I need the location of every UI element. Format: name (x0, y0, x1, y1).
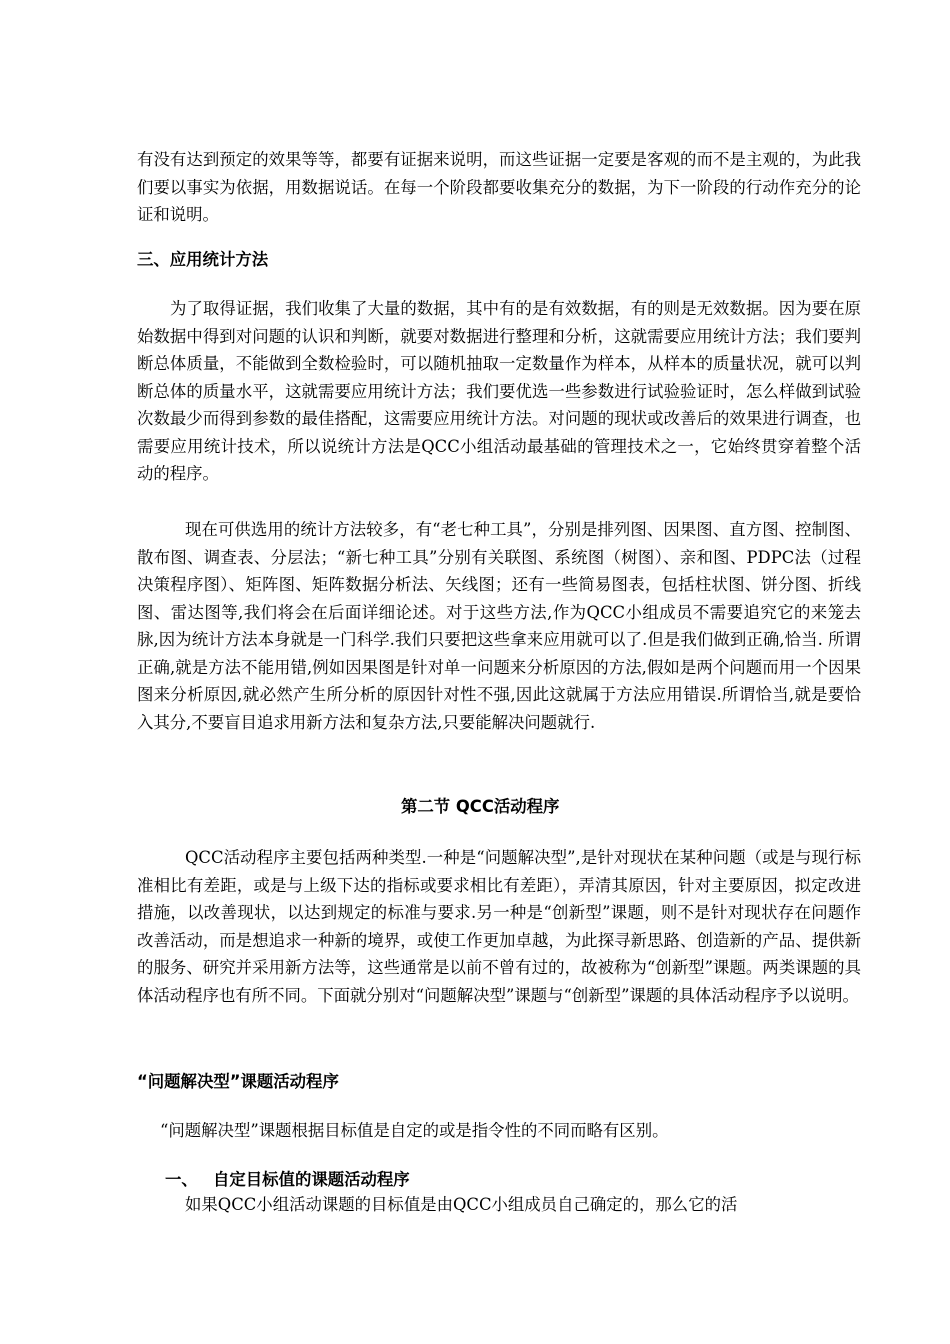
qcc-intro-paragraph: QCC活动程序主要包括两种类型.一种是“问题解决型”,是针对现状在某种问题（或是与现行标准相比有差距，或是与上级下达的指标或要求相比有差距），弄清其原因，针对主要原因，拟定改进措施，以改善现状，以达到规定的标准与要求.另一种是“创新型”课题，则不是针对现状存在问题作改善活动，而是想追求一种新的境界，或使工作更加卓越，为此探寻新思路、创造新的产品、提供新的服务、研究并采用新方法等，这些通常是以前不曾有过的，故被称为“创新型”课题。两类课题的具体活动程序也有所不同。下面就分别对“问题解决型”课题与“创新型”课题的具体活动程序予以说明。 (137, 848, 861, 1005)
section3-heading: 三、应用统计方法 (137, 250, 269, 269)
problem-solving-subheading: “问题解决型”课题活动程序 (137, 1072, 339, 1091)
section3-paragraph-1: 为了取得证据，我们收集了大量的数据，其中有的是有效数据，有的则是无效数据。因为要在原始数据中得到对问题的认识和判断，就要对数据进行整理和分析，这就需要应用统计方法；我们要判断总体质量，不能做到全数检验时，可以随机抽取一定数量作为样本，从样本的质量状况，就可以判断总体的质量水平，这就需要应用统计方法；我们要优选一些参数进行试验验证时，怎么样做到试验次数最少而得到参数的最佳搭配，这需要应用统计方法。对问题的现状或改善后的效果进行调查，也需要应用统计技术，所以说统计方法是QCC小组活动最基础的管理技术之一，它始终贯穿着整个活动的程序。 (137, 299, 861, 483)
problem-solving-intro: “问题解决型”课题根据目标值是自定的或是指令性的不同而略有区别。 (160, 1121, 669, 1140)
item1-number: 一、 (165, 1170, 198, 1189)
item1-heading: 自定目标值的课题活动程序 (213, 1170, 410, 1189)
section-title: 第二节 QCC活动程序 (401, 797, 560, 816)
continuation-paragraph: 有没有达到预定的效果等等，都要有证据来说明，而这些证据一定要是客观的而不是主观的，为此我们要以事实为依据，用数据说话。在每一个阶段都要收集充分的数据，为下一阶段的行动作充分的论证和说明。 (137, 150, 861, 224)
section3-paragraph-2: 现在可供选用的统计方法较多，有“老七种工具”，分别是排列图、因果图、直方图、控制图、散布图、调查表、分层法；“新七种工具”分别有关联图、系统图（树图）、亲和图、PDPC法（过程决策程序图）、矩阵图、矩阵数据分析法、矢线图；还有一些简易图表，包括柱状图、饼分图、折线图、雷达图等,我们将会在后面详细论述。对于这些方法,作为QCC小组成员不需要追究它的来笼去脉,因为统计方法本身就是一门科学.我们只要把这些拿来应用就可以了.但是我们做到正确,恰当. 所谓正确,就是方法不能用错,例如因果图是针对单一问题来分析原因的方法,假如是两个问题而用一个因果图来分析原因,就必然产生所分析的原因针对性不强,因此这就属于方法应用错误.所谓恰当,就是要恰入其分,不要盲目追求用新方法和复杂方法,只要能解决问题就行. (137, 520, 861, 732)
item1-paragraph: 如果QCC小组活动课题的目标值是由QCC小组成员自己确定的，那么它的活 (185, 1195, 738, 1214)
